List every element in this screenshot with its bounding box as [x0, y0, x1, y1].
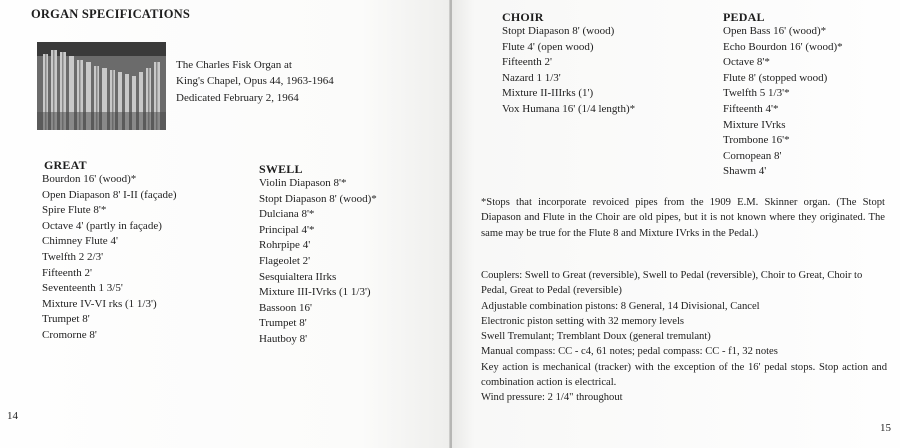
stop-item: Bourdon 16' (wood)*: [42, 173, 137, 185]
great-heading: GREAT: [44, 158, 87, 172]
stop-item: Sesquialtera IIrks: [259, 270, 337, 283]
caption-line-2: King's Chapel, Opus 44, 1963-1964: [176, 74, 334, 87]
organ-pipes-photo: [37, 42, 166, 130]
stop-item: Trumpet 8': [42, 313, 90, 326]
detail-item: Key action is mechanical (tracker) with the exception of the 16' pedal stops. Stop action and combination action is electrical.: [481, 361, 887, 389]
caption-line-1: The Charles Fisk Organ at: [176, 59, 292, 71]
stop-item: Fifteenth 2': [42, 266, 92, 279]
detail-item: Couplers: Swell to Great (reversible), Swell to Pedal (reversible), Choir to Great, Choir to Pedal, Great to Pedal (reversible): [481, 270, 863, 297]
stop-item: Violin Diapason 8'*: [259, 177, 347, 189]
stop-item: Rohrpipe 4': [259, 239, 311, 252]
stop-item: Flageolet 2': [259, 254, 311, 267]
stop-item: Cromorne 8': [42, 328, 97, 341]
stop-item: Open Diapason 8' I-II (façade): [42, 188, 177, 201]
swell-stop-list: [259, 176, 377, 348]
stop-item: Chimney Flute 4': [42, 235, 118, 248]
footnote-paragraph: *Stops that incorporate revoiced pipes from the 1909 E.M. Skinner organ. (The Stopt Diapason and Flute in the Choir are old pipes, but it is not known where they originated. The same may be true for the Flute 8 and Mixture IVrks in the Pedal.): [481, 197, 885, 239]
caption-line-3: Dedicated February 2, 1964: [176, 92, 299, 104]
stop-item: Shawm 4': [723, 165, 767, 178]
stop-item: Twelfth 2 2/3': [42, 250, 104, 263]
stop-item: Cornopean 8': [723, 149, 782, 162]
stop-item: Hautboy 8': [259, 332, 308, 345]
photo-caption: [176, 58, 334, 107]
stop-item: Nazard 1 1/3': [502, 71, 561, 84]
page-title: ORGAN SPECIFICATIONS: [31, 7, 190, 21]
swell-division: [259, 162, 377, 348]
great-division: [44, 158, 177, 344]
great-stop-list: [42, 172, 177, 344]
stop-item: Octave 4' (partly in façade): [42, 219, 162, 232]
swell-heading: SWELL: [259, 162, 303, 176]
detail-item: Adjustable combination pistons: 8 General, 14 Divisional, Cancel: [481, 300, 760, 312]
stop-item: Fifteenth 2': [502, 56, 552, 69]
stop-item: Mixture II-IIIrks (1'): [502, 87, 594, 100]
stop-item: Stopt Diapason 8' (wood)*: [259, 192, 377, 205]
stop-item: Seventeenth 1 3/5': [42, 282, 123, 295]
page-number-right: 15: [880, 422, 891, 434]
choir-stop-list: [502, 24, 635, 118]
stop-item: Trombone 16'*: [723, 134, 790, 147]
pedal-heading: PEDAL: [723, 10, 765, 24]
stop-item: Fifteenth 4'*: [723, 102, 779, 115]
organ-pipes-image: [37, 42, 166, 130]
stop-item: Flute 4' (open wood): [502, 40, 594, 53]
stop-item: Mixture IVrks: [723, 118, 786, 131]
pedal-stop-list: [723, 24, 843, 180]
detail-item: Manual compass: CC - c4, 61 notes; pedal compass: CC - f1, 32 notes: [481, 346, 778, 358]
detail-item: Swell Tremulant; Tremblant Doux (general tremulant): [481, 331, 711, 343]
detail-item: Electronic piston setting with 32 memory levels: [481, 315, 685, 327]
stop-item: Stopt Diapason 8' (wood): [502, 25, 615, 37]
stop-item: Bassoon 16': [259, 301, 313, 314]
stop-item: Open Bass 16' (wood)*: [723, 25, 827, 37]
stop-item: Spire Flute 8'*: [42, 204, 107, 217]
stop-item: Echo Bourdon 16' (wood)*: [723, 40, 843, 53]
stop-item: Mixture III-IVrks (1 1/3'): [259, 286, 371, 299]
choir-heading: CHOIR: [502, 10, 544, 24]
stop-item: Vox Humana 16' (1/4 length)*: [502, 102, 636, 115]
stop-item: Mixture IV-VI rks (1 1/3'): [42, 297, 157, 310]
pedal-division: [723, 10, 843, 180]
stop-item: Octave 8'*: [723, 56, 770, 69]
page-number-left: 14: [7, 410, 18, 422]
detail-item: Wind pressure: 2 1/4" throughout: [481, 392, 623, 404]
stop-item: Trumpet 8': [259, 317, 307, 330]
choir-division: [502, 10, 635, 118]
stop-item: Twelfth 5 1/3'*: [723, 87, 790, 100]
details-section: [481, 268, 887, 406]
stop-item: Principal 4'*: [259, 223, 315, 236]
right-page: [452, 0, 900, 448]
stop-item: Flute 8' (stopped wood): [723, 71, 828, 84]
stop-item: Dulciana 8'*: [259, 208, 315, 221]
